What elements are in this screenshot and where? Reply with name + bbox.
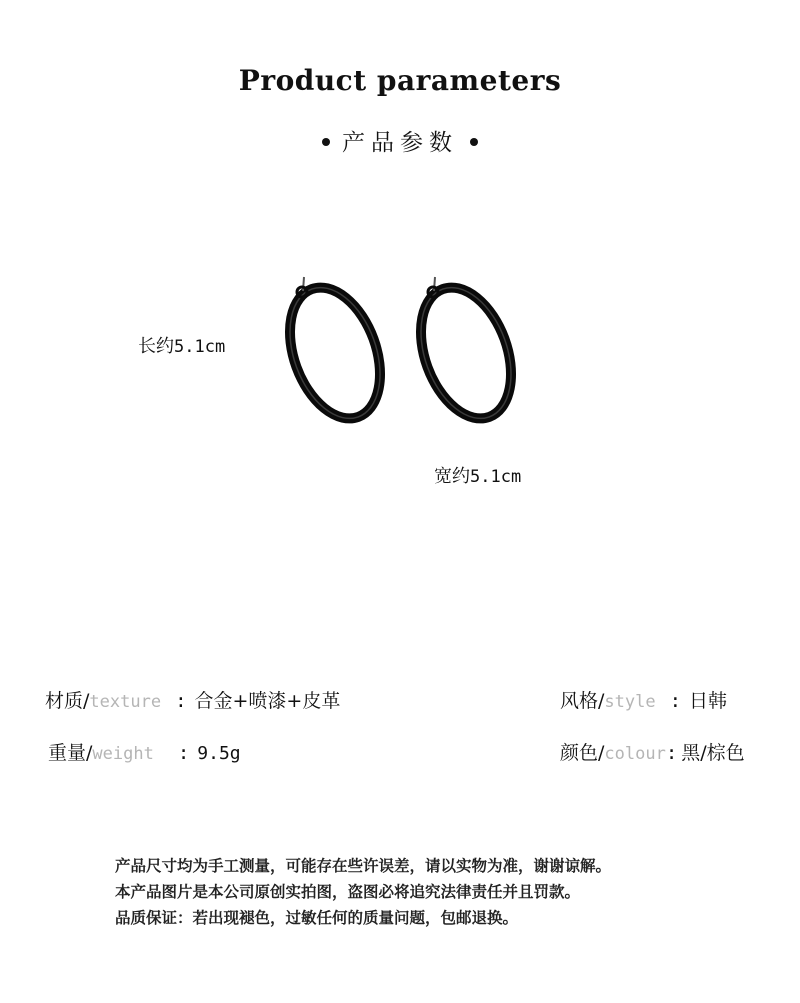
spec-weight-en: weight bbox=[92, 744, 154, 764]
width-value: 5.1cm bbox=[470, 467, 522, 487]
subtitle-text: 产品参数 bbox=[342, 130, 458, 156]
spec-colour bbox=[560, 738, 745, 765]
length-value: 5.1cm bbox=[174, 337, 226, 357]
spec-material-en: texture bbox=[89, 692, 162, 712]
colon: : bbox=[669, 690, 682, 712]
spec-colour-value: 黑/棕色 bbox=[681, 742, 745, 764]
colon: : bbox=[175, 690, 187, 712]
note-line: 本产品图片是本公司原创实拍图，盗图必将追究法律责任并且罚款。 bbox=[115, 883, 581, 901]
spec-style-value: 日韩 bbox=[689, 690, 728, 712]
spec-material-label: 材质/ bbox=[45, 690, 90, 712]
disclaimer-notes bbox=[115, 853, 611, 931]
page-title: Product parameters bbox=[238, 64, 562, 97]
spec-colour-label: 颜色/ bbox=[560, 742, 605, 764]
colon: : bbox=[665, 742, 678, 764]
spec-weight-value: 9.5g bbox=[197, 743, 241, 764]
spec-colour-en: colour bbox=[604, 744, 666, 764]
width-label: 宽约 bbox=[434, 466, 470, 487]
hoop-earrings-image bbox=[270, 265, 540, 435]
spec-material bbox=[45, 686, 340, 713]
spec-weight bbox=[48, 738, 241, 765]
length-dimension bbox=[138, 332, 225, 358]
page-subtitle bbox=[0, 124, 800, 157]
spec-style-en: style bbox=[604, 692, 656, 712]
bullet-icon bbox=[322, 138, 330, 146]
colon: : bbox=[177, 742, 190, 764]
spec-style bbox=[560, 686, 727, 713]
note-line: 产品尺寸均为手工测量，可能存在些许误差，请以实物为准，谢谢谅解。 bbox=[115, 857, 612, 875]
spec-style-label: 风格/ bbox=[560, 690, 605, 712]
note-line: 品质保证：若出现褪色，过敏任何的质量问题，包邮退换。 bbox=[115, 909, 519, 927]
left-hoop-earring bbox=[273, 275, 397, 431]
bullet-icon bbox=[470, 138, 478, 146]
spec-material-value: 合金+喷漆+皮革 bbox=[194, 690, 341, 712]
length-label: 长约 bbox=[138, 336, 174, 357]
width-dimension bbox=[434, 462, 521, 488]
right-hoop-earring bbox=[404, 275, 528, 431]
spec-weight-label: 重量/ bbox=[48, 742, 93, 764]
